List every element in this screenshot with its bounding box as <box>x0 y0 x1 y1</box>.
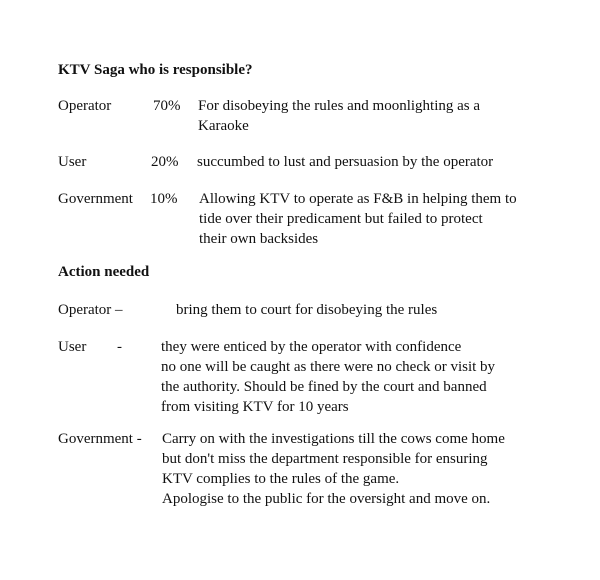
action-text-government-cont <box>162 449 490 509</box>
reason-line: Karaoke <box>198 118 249 134</box>
responsibility-percent-government: 10% <box>150 191 178 207</box>
responsibility-party-operator: Operator <box>58 98 112 114</box>
action-dash-user: - <box>117 339 122 355</box>
responsibility-reason-user <box>197 152 493 172</box>
responsibility-percent-user: 20% <box>151 154 179 170</box>
reason-line: their own backsides <box>199 231 319 247</box>
action-line: they were enticed by the operator with confidence <box>161 339 462 355</box>
action-text-operator <box>176 300 437 320</box>
action-line: Apologise to the public for the oversight and move on. <box>162 491 491 507</box>
action-text-government <box>162 429 505 449</box>
responsibility-reason-operator <box>198 96 480 136</box>
action-line: the authority. Should be fined by the court and banned <box>161 379 487 395</box>
action-line: but don't miss the department responsible for ensuring <box>162 451 488 467</box>
action-line: from visiting KTV for 10 years <box>161 399 349 415</box>
responsibility-percent-operator: 70% <box>153 98 181 114</box>
action-party-government: Government - <box>58 431 142 447</box>
reason-line: Allowing KTV to operate as F&B in helping them to <box>199 191 517 207</box>
action-line: bring them to court for disobeying the rules <box>176 302 438 318</box>
reason-line: For disobeying the rules and moonlighting as a <box>198 98 481 114</box>
action-heading: Action needed <box>58 264 150 280</box>
action-party-operator: Operator – <box>58 302 123 318</box>
action-line: KTV complies to the rules of the game. <box>162 471 400 487</box>
page-title: KTV Saga who is responsible? <box>58 62 253 78</box>
action-party-user: User <box>58 339 87 355</box>
action-line: no one will be caught as there were no check or visit by <box>161 359 496 375</box>
reason-line: succumbed to lust and persuasion by the operator <box>197 154 494 170</box>
action-text-user <box>161 337 495 417</box>
responsibility-reason-government <box>199 189 517 249</box>
reason-line: tide over their predicament but failed to protect <box>199 211 483 227</box>
responsibility-party-government: Government <box>58 191 133 207</box>
responsibility-party-user: User <box>58 154 87 170</box>
action-line: Carry on with the investigations till the cows come home <box>162 431 505 447</box>
